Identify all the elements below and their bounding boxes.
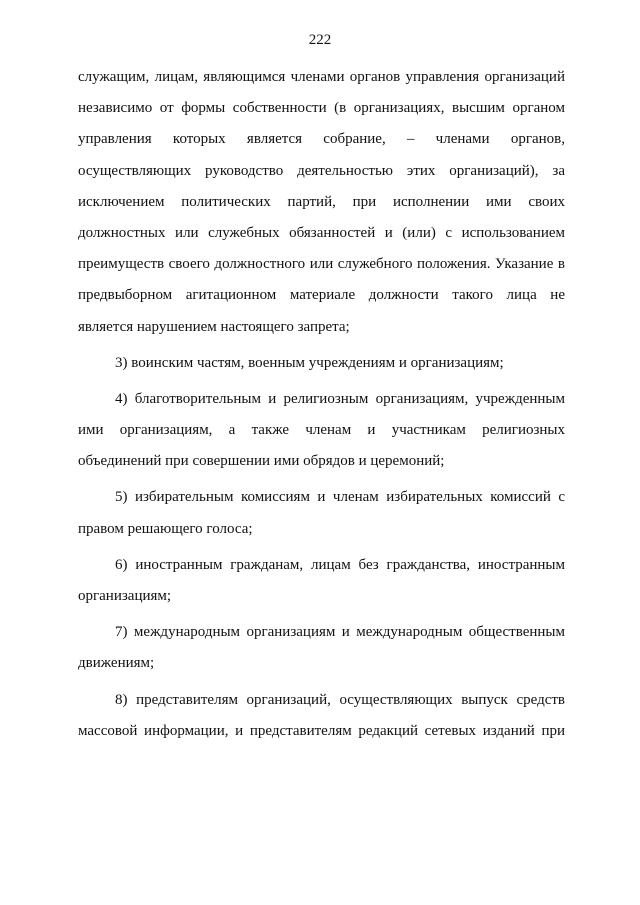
paragraph-5 [78,550,565,612]
text-line: массовой информации, и представителям редакций сетевых изданий при [78,722,565,739]
text-line: служащим, лицам, являющимся членами органов управления организаций [78,69,565,85]
text-line: является нарушением настоящего запрета; [78,318,350,335]
text-line: 8) представителям организаций, осуществляющих выпуск средств [115,691,565,708]
paragraph-4 [78,482,565,544]
text-line: 5) избирательным комиссиям и членам избирательных комиссий с [115,489,565,506]
text-line: преимуществ своего должностного или служебного положения. Указание в [78,256,565,273]
text-line: ими организациям, а также членам и участникам религиозных [78,422,565,439]
text-line: организациям; [78,588,172,604]
text-line: движениям; [78,655,155,672]
text-line: предвыборном агитационном материале должности такого лица не [78,287,565,304]
text-line: правом решающего голоса; [78,520,253,537]
text-line: осуществляющих руководство деятельностью этих организаций), за [78,162,565,179]
paragraph-2 [78,348,565,379]
page-number: 222 [308,32,332,48]
text-line: 7) международным организациям и международным общественным [115,624,565,641]
text-line: управления которых является собрание, – членами органов, [78,131,565,148]
text-line: 3) воинским частям, военным учреждениям и организациям; [115,354,504,371]
paragraph-3 [78,384,565,478]
paragraph-1 [78,62,565,343]
paragraph-6 [78,617,565,679]
text-line: исключением политических партий, при исполнении ими своих [78,193,565,210]
text-line: 4) благотворительным и религиозным организациям, учрежденным [115,390,565,407]
paragraph-7 [78,685,565,747]
text-line: объединений при совершении ими обрядов и церемоний; [78,453,445,470]
text-line: 6) иностранным гражданам, лицам без гражданства, иностранным [115,556,565,573]
text-line: должностных или служебных обязанностей и (или) с использованием [78,224,565,241]
text-line: независимо от формы собственности (в организациях, высшим органом [78,100,565,117]
document-body [78,62,565,747]
